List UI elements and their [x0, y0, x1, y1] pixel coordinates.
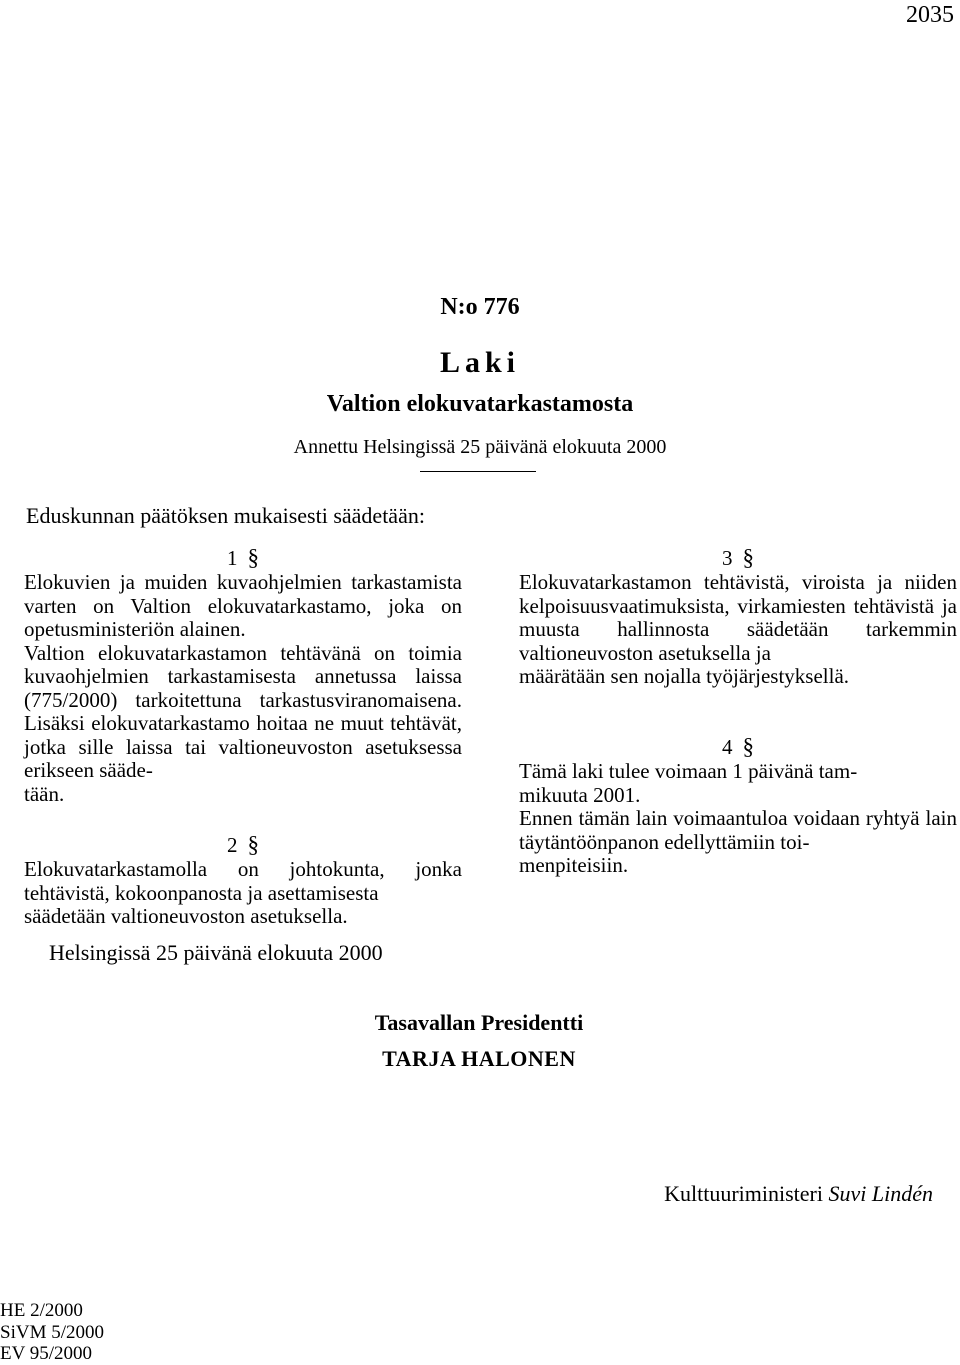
enactment-clause: Eduskunnan päätöksen mukaisesti säädetään:	[26, 503, 425, 528]
minister-signature	[664, 1181, 933, 1207]
section-2-paragraph-1: Elokuvatarkastamolla on johtokunta, jonka tehtävistä, kokoonpanosta ja asettamisesta	[24, 857, 462, 905]
given-date: Annettu Helsingissä 25 päivänä elokuuta 2000	[293, 436, 667, 458]
section-3-number: 3	[722, 546, 733, 570]
president-name: TARJA HALONEN	[382, 1046, 576, 1071]
signing-place-date: Helsingissä 25 päivänä elokuuta 2000	[49, 940, 383, 965]
section-symbol-icon: §	[247, 832, 259, 857]
section-4-number: 4	[722, 735, 733, 759]
section-4-paragraph-1: Tämä laki tulee voimaan 1 päivänä tam-	[519, 759, 858, 783]
reference-item: EV 95/2000	[0, 1343, 93, 1364]
section-symbol-icon: §	[742, 734, 754, 759]
section-symbol-icon: §	[247, 545, 259, 570]
title-divider	[420, 471, 536, 472]
president-title: Tasavallan Presidentti	[374, 1010, 584, 1035]
issue-number: N:o 776	[440, 294, 520, 320]
document-title: Valtion elokuvatarkastamosta	[326, 391, 634, 417]
section-1-paragraph-2-end: tään.	[24, 781, 65, 806]
minister-title: Kulttuuriministeri	[664, 1181, 823, 1206]
right-column	[519, 545, 957, 689]
section-4-paragraph-2: Ennen tämän lain voimaantuloa voidaan ryhtyä lain täytäntöönpanon edellyttämiin toi-	[519, 806, 957, 854]
legislative-references	[0, 1300, 104, 1365]
section-3-heading	[519, 545, 957, 571]
section-2-number: 2	[227, 833, 238, 857]
section-1-number: 1	[227, 546, 238, 570]
section-4-paragraph-2-end: menpiteisiin.	[519, 853, 629, 877]
section-4-heading	[519, 734, 957, 760]
section-4-paragraph-1-end: mikuuta 2001.	[519, 782, 641, 807]
reference-item: SiVM 5/2000	[0, 1321, 104, 1343]
section-3-paragraph-1: Elokuvatarkastamon tehtävistä, viroista ja niiden kelpoisuusvaatimuksista, virkamiesten tehtävistä ja muusta hallinnosta säädetään tarkemmin valtioneuvoston asetuksella ja	[519, 570, 957, 665]
section-3-paragraph-1-end: määrätään sen nojalla työjärjestyksellä.	[519, 664, 850, 688]
minister-name: Suvi Lindén	[828, 1181, 933, 1206]
document-type: Laki	[439, 346, 521, 379]
section-symbol-icon: §	[742, 545, 754, 570]
left-column	[24, 545, 462, 929]
page-number: 2035	[906, 2, 954, 28]
section-1-paragraph-2: Valtion elokuvatarkastamon tehtävänä on toimia kuvaohjelmien tarkastamisesta annetussa laissa (775/2000) tarkoitettuna tarkastusviranomaisena. Lisäksi elokuvatarkastamo hoitaa ne muut tehtävät, jotka sille laissa tai valtioneuvoston asetuksessa erikseen sääde-	[24, 640, 462, 782]
right-column-lower	[519, 734, 957, 878]
section-2-heading	[24, 832, 462, 858]
section-2-paragraph-1-end: säädetään valtioneuvoston asetuksella.	[24, 904, 348, 928]
reference-item: HE 2/2000	[0, 1300, 83, 1321]
section-1-heading	[24, 545, 462, 571]
section-1-paragraph-1: Elokuvien ja muiden kuvaohjelmien tarkastamista varten on Valtion elokuvatarkastamo, joka on opetusministeriön alainen.	[24, 570, 462, 641]
